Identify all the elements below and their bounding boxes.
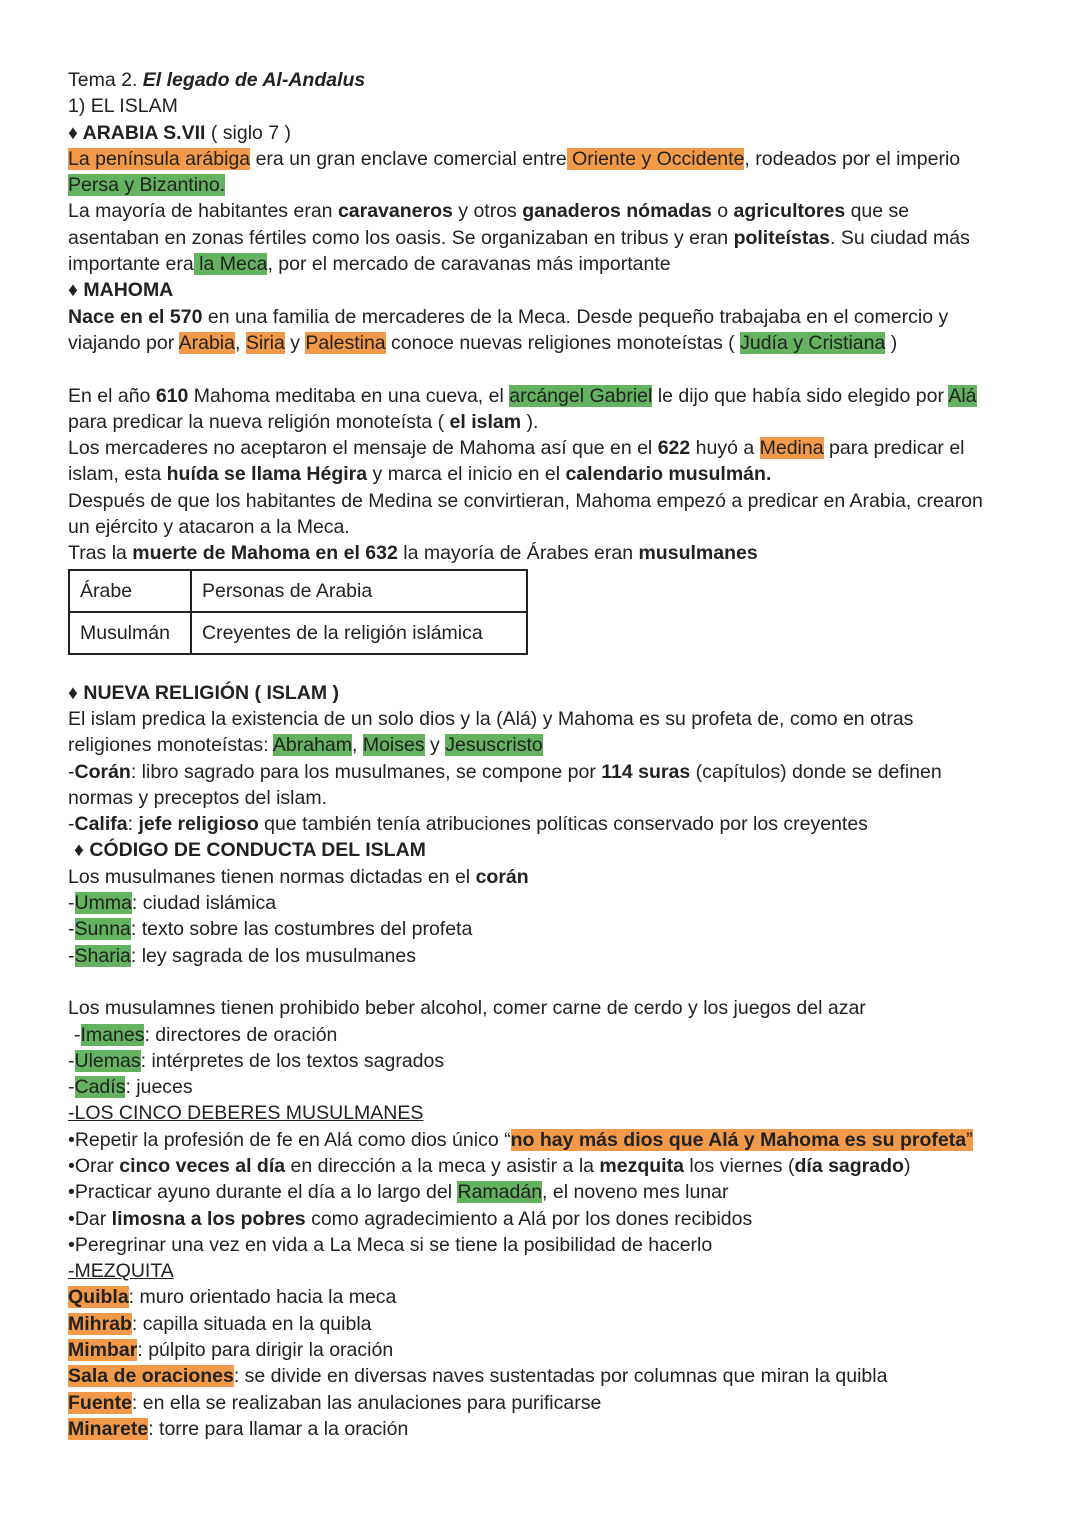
table-row	[69, 612, 527, 654]
mezquita-heading: -MEZQUITA	[68, 1260, 174, 1283]
arabia-heading: ♦ ARABIA S.VII ( siglo 7 )	[68, 121, 292, 144]
definition-term: Musulmán	[69, 612, 191, 654]
list-item: •Peregrinar una vez en vida a La Meca si se tiene la posibilidad de hacerlo	[68, 1233, 713, 1256]
list-item: -Sunna: texto sobre las costumbres del profeta	[68, 918, 473, 941]
mahoma-paragraph-line: para predicar la nueva religión monoteísta ( el islam ).	[68, 410, 539, 433]
list-item: •Practicar ayuno durante el día a lo largo del Ramadán, el noveno mes lunar	[68, 1181, 729, 1204]
definition-term: Árabe	[69, 570, 191, 612]
list-item: Mimbar: púlpito para dirigir la oración	[68, 1339, 394, 1362]
list-item: •Repetir la profesión de fe en Alá como dios único “no hay más dios que Alá y Mahoma es su profeta”	[68, 1128, 973, 1151]
list-item: -Umma: ciudad islámica	[68, 892, 277, 915]
religion-paragraph-line: El islam predica la existencia de un solo dios y la (Alá) y Mahoma es su profeta de, como en otras	[68, 707, 914, 730]
conducta-intro: Los musulmanes tienen normas dictadas en el corán	[68, 865, 529, 888]
mahoma-paragraph-line: un ejército y atacaron a la Meca.	[68, 516, 350, 539]
document-page	[68, 67, 1028, 1442]
list-item: Mihrab: capilla situada en la quibla	[68, 1312, 372, 1335]
religion-paragraph-line: -Corán: libro sagrado para los musulmanes, se compone por 114 suras (capítulos) donde se definen	[68, 760, 942, 783]
list-item: Minarete: torre para llamar a la oración	[68, 1417, 409, 1440]
definitions-table	[68, 569, 528, 655]
conducta-prohibido: Los musulamnes tienen prohibido beber alcohol, comer carne de cerdo y los juegos del azar	[68, 997, 866, 1020]
list-item: -Sharia: ley sagrada de los musulmanes	[68, 944, 416, 967]
deberes-heading: -LOS CINCO DEBERES MUSULMANES	[68, 1102, 424, 1125]
conducta-heading: ♦ CÓDIGO DE CONDUCTA DEL ISLAM	[74, 839, 426, 862]
arabia-paragraph-line: La península arábiga era un gran enclave comercial entre Oriente y Occidente, rodeados por el imperio	[68, 147, 961, 170]
arabia-paragraph-line: La mayoría de habitantes eran caravaneros y otros ganaderos nómadas o agricultores que se	[68, 200, 910, 223]
religion-paragraph-line: normas y preceptos del islam.	[68, 786, 328, 809]
religion-paragraph-line: -Califa: jefe religioso que también tenía atribuciones políticas conservado por los creyentes	[68, 813, 868, 836]
table-row	[69, 570, 527, 612]
list-item: Quibla: muro orientado hacia la meca	[68, 1286, 397, 1309]
definition-meaning: Creyentes de la religión islámica	[191, 612, 527, 654]
religion-heading: ♦ NUEVA RELIGIÓN ( ISLAM )	[68, 681, 340, 704]
arabia-paragraph-line: asentaban en zonas fértiles como los oasis. Se organizaban en tribus y eran politeístas. Su ciudad más	[68, 226, 970, 249]
mahoma-paragraph-line: Tras la muerte de Mahoma en el 632 la mayoría de Árabes eran musulmanes	[68, 542, 758, 565]
arabia-paragraph-line: importante era la Meca, por el mercado de caravanas más importante	[68, 253, 671, 276]
document-title: Tema 2. El legado de Al-Andalus	[68, 69, 366, 91]
mahoma-paragraph-line: En el año 610 Mahoma meditaba en una cueva, el arcángel Gabriel le dijo que había sido elegido por Alá	[68, 384, 977, 407]
mahoma-paragraph-line: Nace en el 570 en una familia de mercaderes de la Meca. Desde pequeño trabajaba en el comercio y	[68, 305, 949, 328]
list-item: -Ulemas: intérpretes de los textos sagrados	[68, 1049, 445, 1072]
religion-paragraph-line: religiones monoteístas: Abraham, Moises y Jesuscristo	[68, 734, 543, 757]
mahoma-paragraph-line: Después de que los habitantes de Medina se convirtieran, Mahoma empezó a predicar en Arabia, crearon	[68, 489, 983, 512]
list-item: •Orar cinco veces al día en dirección a la meca y asistir a la mezquita los viernes (día sagrado)	[68, 1154, 911, 1177]
section-heading-islam: 1) EL ISLAM	[68, 95, 178, 118]
mahoma-paragraph-line: Los mercaderes no aceptaron el mensaje de Mahoma así que en el 622 huyó a Medina para predicar el	[68, 437, 965, 460]
list-item: Fuente: en ella se realizaban las anulaciones para purificarse	[68, 1391, 602, 1414]
list-item: -Imanes: directores de oración	[74, 1023, 338, 1046]
list-item: Sala de oraciones: se divide en diversas naves sustentadas por columnas que miran la quibla	[68, 1365, 888, 1388]
mahoma-paragraph-line: viajando por Arabia, Siria y Palestina conoce nuevas religiones monoteístas ( Judía y Cristiana )	[68, 331, 898, 354]
list-item: •Dar limosna a los pobres como agradecimiento a Alá por los dones recibidos	[68, 1207, 753, 1230]
mahoma-paragraph-line: islam, esta huída se llama Hégira y marca el inicio en el calendario musulmán.	[68, 463, 772, 486]
definition-meaning: Personas de Arabia	[191, 570, 527, 612]
arabia-paragraph-line: Persa y Bizantino.	[68, 174, 226, 197]
list-item: -Cadís: jueces	[68, 1076, 193, 1099]
mahoma-heading: ♦ MAHOMA	[68, 279, 174, 302]
